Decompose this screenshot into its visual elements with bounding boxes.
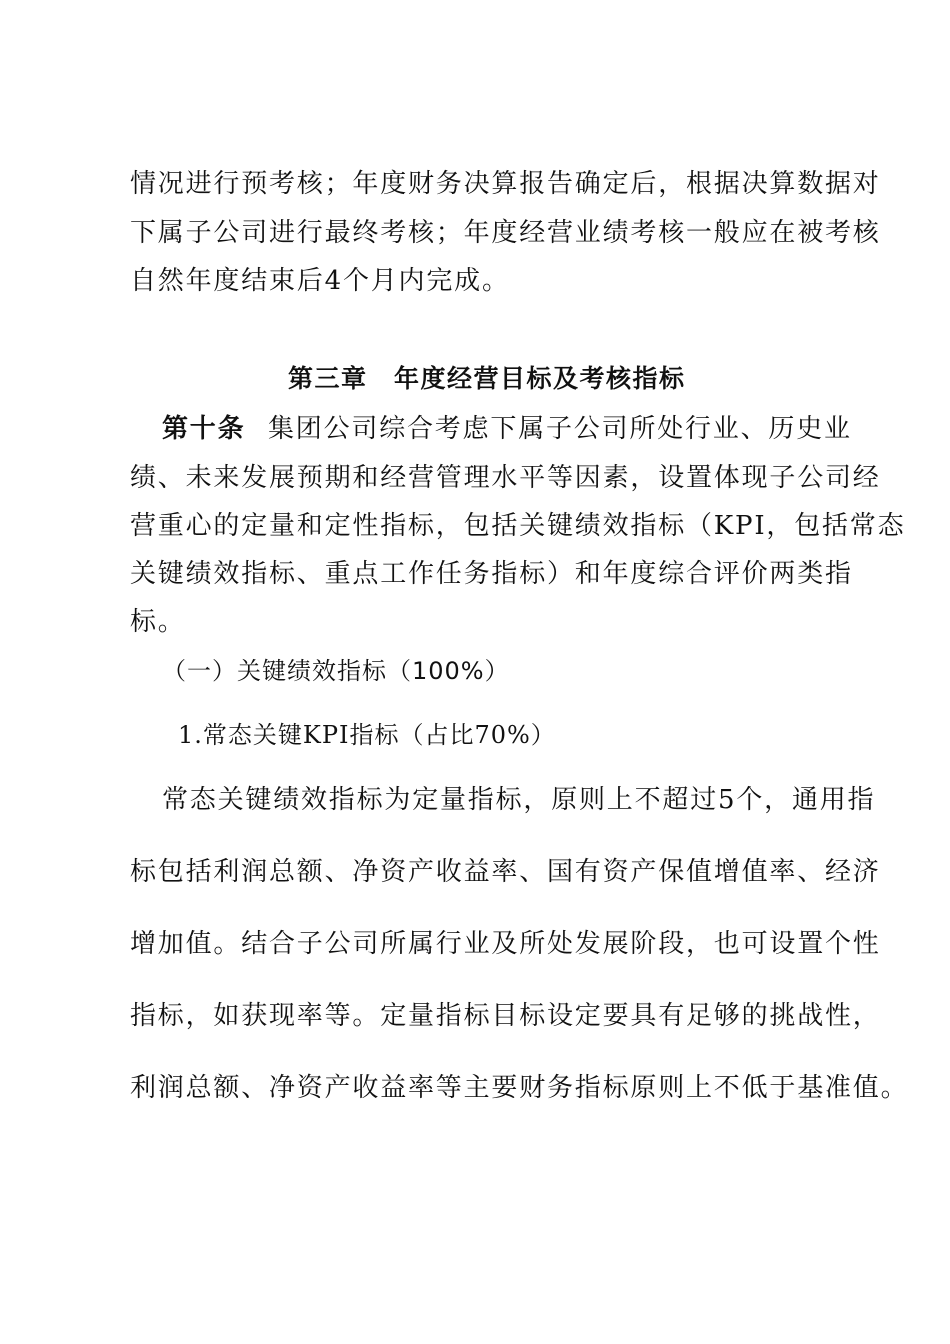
article-line: 绩、未来发展预期和经营管理水平等因素，设置体现子公司经 [130, 463, 881, 493]
paragraph-line: 情况进行预考核；年度财务决算报告确定后，根据决算数据对 [130, 169, 881, 199]
article-line: 营重心的定量和定性指标，包括关键绩效指标（KPI，包括常态 [130, 511, 906, 541]
body-line: 利润总额、净资产收益率等主要财务指标原则上不低于基准值。 [130, 1073, 909, 1103]
body-line: 增加值。结合子公司所属行业及所处发展阶段，也可设置个性 [130, 929, 881, 959]
paragraph-line: 下属子公司进行最终考核；年度经营业绩考核一般应在被考核 [130, 218, 881, 248]
body-line: 常态关键绩效指标为定量指标，原则上不超过5个，通用指 [162, 785, 876, 815]
article-line: 集团公司综合考虑下属子公司所处行业、历史业 [268, 414, 852, 444]
body-line: 标包括利润总额、净资产收益率、国有资产保值增值率、经济 [130, 857, 881, 887]
paragraph-line: 自然年度结束后4个月内完成。 [130, 266, 510, 296]
item-heading: 1.常态关键KPI指标（占比70%） [178, 721, 556, 749]
article-line: 关键绩效指标、重点工作任务指标）和年度综合评价两类指 [130, 559, 853, 589]
body-line: 指标，如获现率等。定量指标目标设定要具有足够的挑战性， [130, 1001, 881, 1031]
chapter-title: 第三章 年度经营目标及考核指标 [288, 364, 686, 393]
article-label: 第十条 [162, 414, 246, 444]
section-heading: （一）关键绩效指标（100%） [162, 657, 510, 685]
article-line: 标。 [130, 607, 186, 637]
